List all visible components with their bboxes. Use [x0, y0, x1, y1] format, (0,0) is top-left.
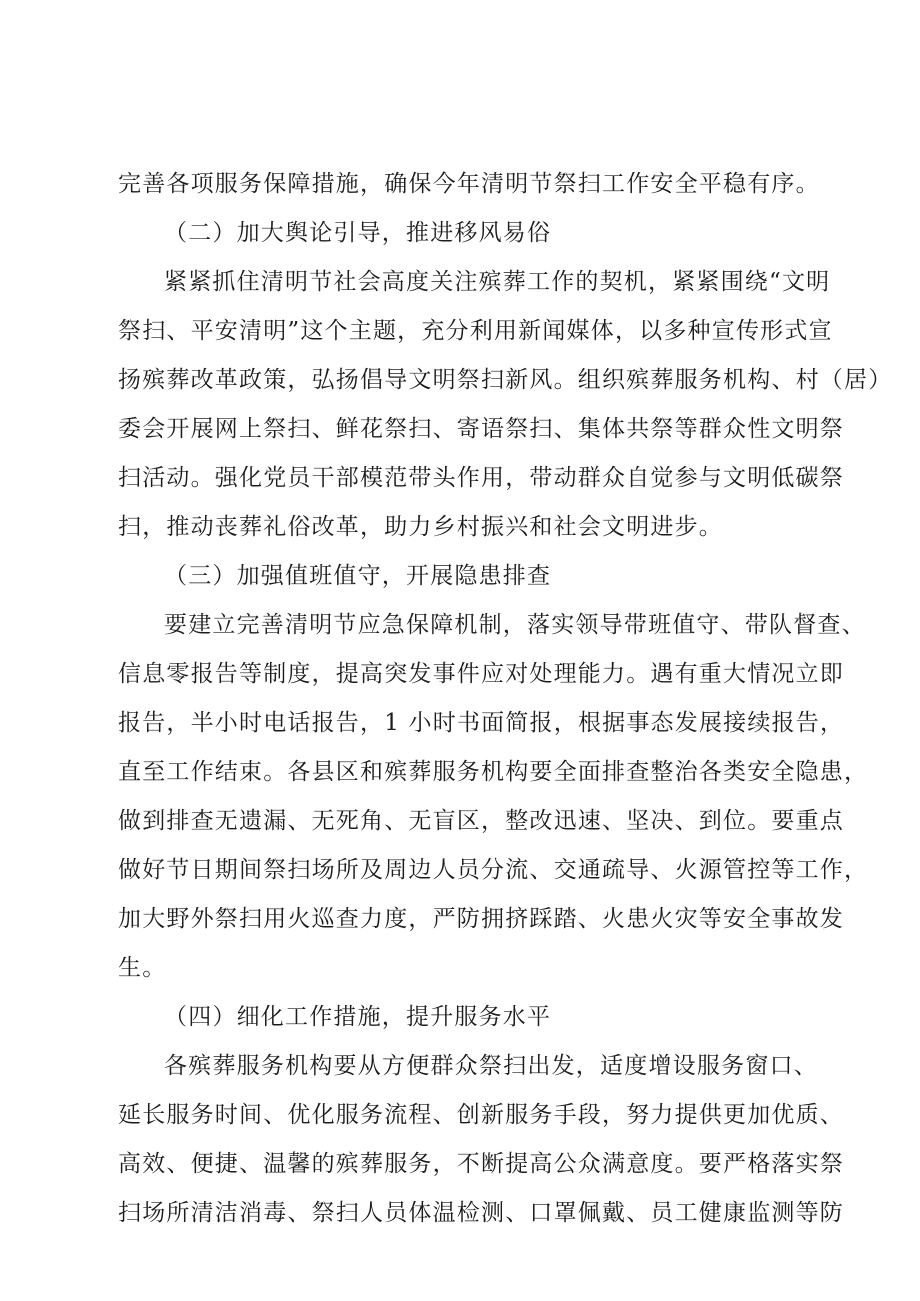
text-line: 扫场所清洁消毒、祭扫人员体温检测、口罩佩戴、员工健康监测等防: [118, 1200, 844, 1226]
text-line: 委会开展网上祭扫、鲜花祭扫、寄语祭扫、集体共祭等群众性文明祭: [118, 416, 844, 442]
section-heading: （三）加强值班值守，开展隐患排查: [164, 563, 552, 589]
text-line: 扫活动。强化党员干部模范带头作用，带动群众自觉参与文明低碳祭: [118, 465, 844, 491]
text-line: 扬殡葬改革政策，弘扬倡导文明祭扫新风。组织殡葬服务机构、村（居）: [118, 367, 893, 393]
text-line: 报告，半小时电话报告，1 小时书面简报，根据事态发展接续报告，: [118, 710, 845, 736]
paragraph-first-line: 各殡葬服务机构要从方便群众祭扫出发，适度增设服务窗口、: [164, 1053, 818, 1079]
paragraph-first-line: 紧紧抓住清明节社会高度关注殡葬工作的契机，紧紧围绕“文明: [164, 269, 831, 295]
text-line: 生。: [118, 955, 167, 981]
text-line: 高效、便捷、温馨的殡葬服务，不断提高公众满意度。要严格落实祭: [118, 1151, 844, 1177]
text-line: 做到排查无遗漏、无死角、无盲区，整改迅速、坚决、到位。要重点: [118, 808, 844, 834]
text-line: 扫，推动丧葬礼俗改革，助力乡村振兴和社会文明进步。: [118, 514, 723, 540]
text-line: 祭扫、平安清明”这个主题，充分利用新闻媒体，以多种宣传形式宣: [118, 318, 833, 344]
text-line: 信息零报告等制度，提高突发事件应对处理能力。遇有重大情况立即: [118, 661, 844, 687]
section-heading: （二）加大舆论引导，推进移风易俗: [164, 220, 552, 246]
text-line: 完善各项服务保障措施，确保今年清明节祭扫工作安全平稳有序。: [118, 171, 820, 197]
text-line: 加大野外祭扫用火巡查力度，严防拥挤踩踏、火患火灾等安全事故发: [118, 906, 844, 932]
paragraph-first-line: 要建立完善清明节应急保障机制，落实领导带班值守、带队督查、: [164, 612, 866, 638]
section-heading: （四）细化工作措施，提升服务水平: [164, 1004, 552, 1030]
text-line: 直至工作结束。各县区和殡葬服务机构要全面排查整治各类安全隐患，: [118, 759, 869, 785]
text-line: 延长服务时间、优化服务流程、创新服务手段，努力提供更加优质、: [118, 1102, 844, 1128]
text-line: 做好节日期间祭扫场所及周边人员分流、交通疏导、火源管控等工作，: [118, 857, 869, 883]
